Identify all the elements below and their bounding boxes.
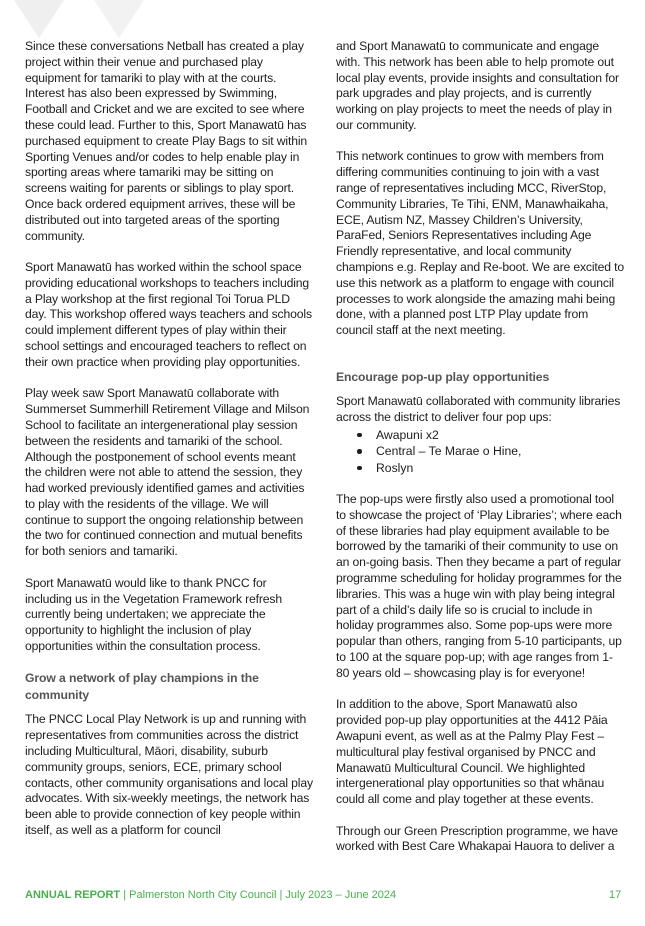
footer-brand: ANNUAL REPORT	[25, 889, 121, 901]
section-heading-popup: Encourage pop-up play opportunities	[336, 370, 550, 385]
chevron-shape-right	[94, 0, 144, 38]
list-item: Central – Te Marae o Hine,	[336, 443, 625, 460]
paragraph: This network continues to grow with members from differing communities continuing to join with a vast range of representatives including MCC, RiverStop, Community Libraries, Te Tihi, ENM, Manawhaikaha, ECE, Autism NZ, Massey Children’s University, ParaFed, Seniors Representatives including Age Friendly representative, and local community champions e.g. Replay and Re-boot. We are excited to use this network as a platform to engage with council processes to work alongside the amazing mahi being done, with a planned post LTP Play update from council staff at the next meeting.	[336, 149, 625, 338]
paragraph: Play week saw Sport Manawatū collaborate with Summerset Summerhill Retirement Village and Milson School to facilitate an intergenerational play session between the residents and tamariki of the school. Although the postponement of school events meant the children were not able to attend the session, they had worked previously identified games and activities to play with the residents of the village. We will continue to support the ongoing relationship between the two for continued connection and mutual benefits for both seniors and tamariki.	[25, 386, 310, 559]
page-footer	[25, 889, 396, 901]
paragraph: Sport Manawatū collaborated with community libraries across the district to deliver four pop ups:	[336, 394, 621, 424]
paragraph: Through our Green Prescription programme, we have worked with Best Care Whakapai Hauora to deliver a	[336, 823, 618, 854]
paragraph: Sport Manawatū has worked within the school space providing educational workshops to teachers including a Play workshop at the first regional Toi Torua PLD day. This workshop offered ways teachers and schools could implement different types of play within their school settings and encouraged teachers to reflect on their own practice when providing play opportunities.	[25, 260, 312, 369]
chevron-decoration	[0, 0, 160, 40]
paragraph: In addition to the above, Sport Manawatū also provided pop-up play opportunities at the 4412 Pāia Awapuni event, as well as at the Palmy Play Fest – multicultural play festival organised by PNCC and Manawatū Multicultural Council. We highlighted intergenerational play opportunities so that whānau could all come and play together at these events.	[336, 697, 608, 807]
list-item: Roslyn	[336, 460, 625, 477]
paragraph: and Sport Manawatū to communicate and engage with. This network has been able to help promote out local play events, provide insights and consultation for park upgrades and play projects, and is currently working on play projects to meet the needs of play in our community.	[336, 39, 619, 132]
paragraph: Since these conversations Netball has created a play project within their venue and purchased play equipment for tamariki to play with at the courts. Interest has also been expressed by Swimming, Football and Cricket and we are excited to see where these could lead. Further to this, Sport Manawatū has purchased equipment to create Play Bags to sit within Sporting Venues and/or codes to help enable play in sporting areas where tamariki may be sitting on screens waiting for parents or siblings to play sport. Once back ordered equipment arrives, these will be distributed out into targeted areas of the sporting community.	[25, 39, 308, 243]
paragraph: Sport Manawatū would like to thank PNCC for including us in the Vegetation Framework refresh currently being undertaken; we appreciate the opportunity to highlight the inclusion of play opportunities within the consultation process.	[25, 575, 283, 653]
footer-text: | Palmerston North City Council | July 2023 – June 2024	[120, 889, 397, 901]
left-column	[25, 39, 314, 855]
paragraph: The PNCC Local Play Network is up and running with representatives from communities across the district including Multicultural, Māori, disability, suburb community groups, seniors, ECE, primary school contacts, other community organisations and local play advocates. With six-weekly meetings, the network has been able to provide connection of key people within itself, as well as a platform for council	[25, 712, 313, 838]
popup-locations-list	[336, 427, 625, 477]
list-item: Awapuni x2	[336, 427, 625, 444]
page-number: 17	[609, 889, 622, 901]
right-column	[336, 39, 625, 871]
section-heading-network: Grow a network of play champions in the community	[25, 671, 259, 703]
paragraph: The pop-ups were firstly also used a promotional tool to showcase the project of ‘Play Libraries’; where each of these libraries had play equipment available to be borrowed by the tamariki of their community to use on an on-going basis. Then they became a part of regular programme scheduling for holiday programmes for the libraries. This was a huge win with play being integral part of a child’s daily life so is crucial to include in holiday programmes also. Some pop-ups were more popular than others, ranging from 5-10 participants, up to 100 at the square pop-up; with age ranges from 1-80 years old – showcasing play is for everyone!	[336, 492, 622, 680]
chevron-shape-left	[14, 0, 64, 38]
